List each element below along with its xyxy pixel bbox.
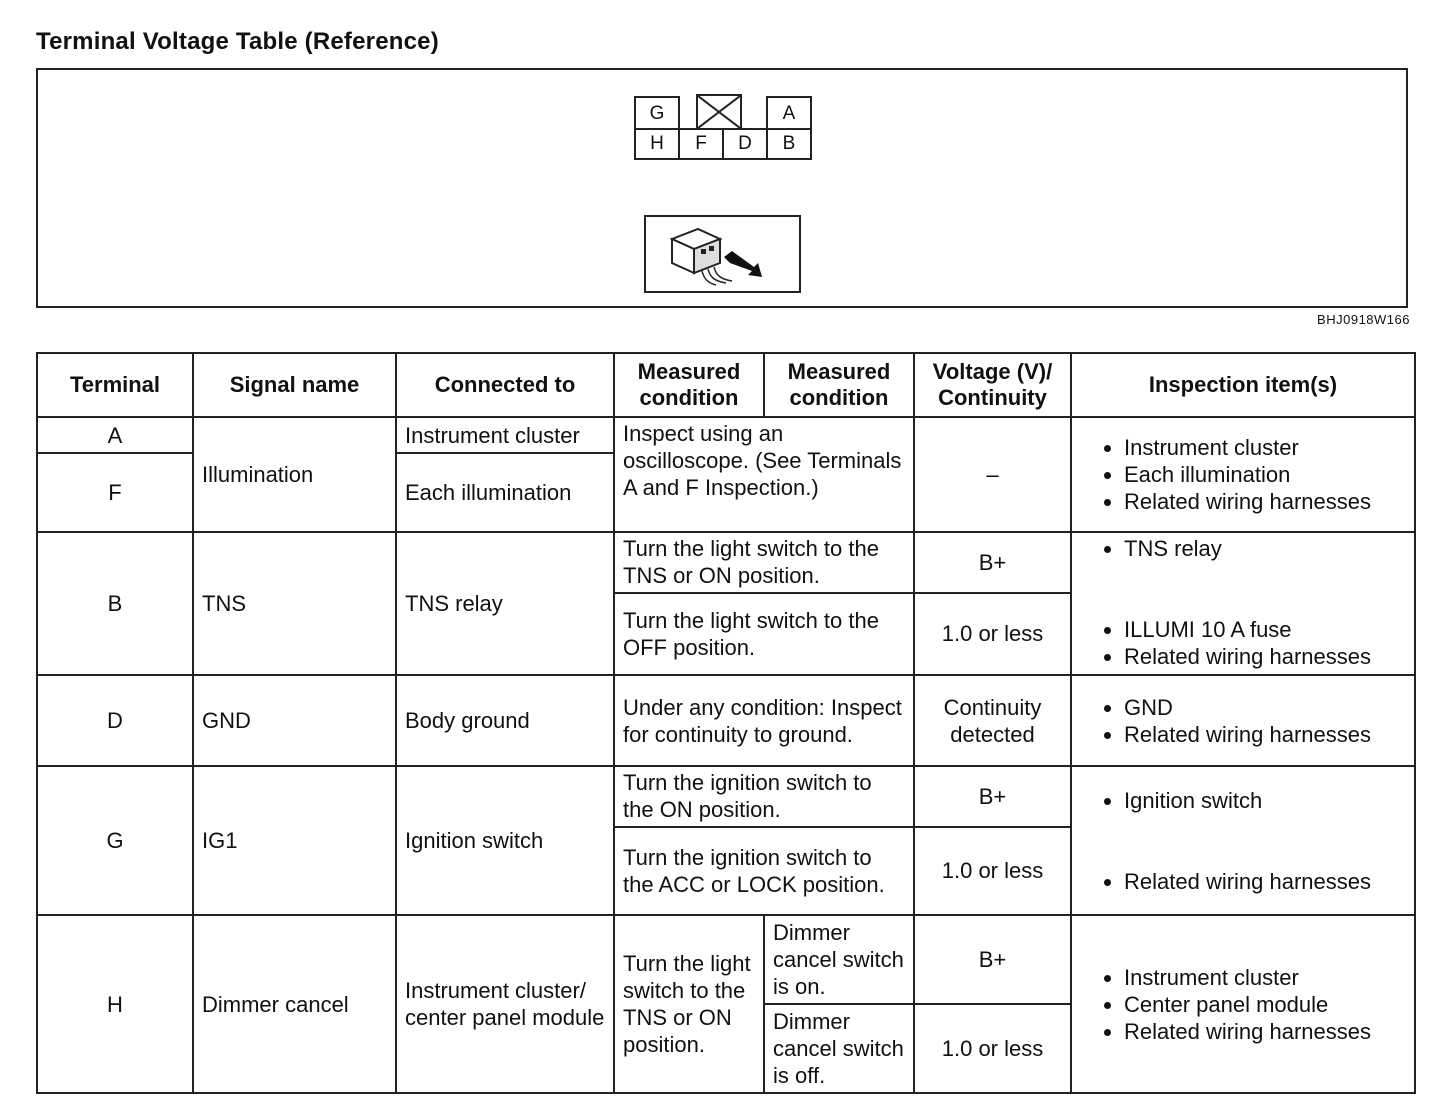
- connected-instrument-cluster-center-panel: Instrument cluster/ center panel module: [396, 915, 614, 1093]
- connected-body-ground: Body ground: [396, 675, 614, 766]
- list-item: • Instrument cluster: [1124, 434, 1406, 461]
- signal-ig1: IG1: [193, 766, 396, 915]
- header-signal-name: Signal name: [193, 353, 396, 417]
- terminal-a: A: [37, 417, 193, 453]
- condition-h-main: Turn the light switch to the TNS or ON position.: [614, 915, 764, 1093]
- condition-oscilloscope: Inspect using an oscilloscope. (See Terminals A and F Inspection.): [614, 417, 914, 532]
- table-row: [37, 675, 1415, 766]
- list-item: • Related wiring harnesses: [1124, 721, 1406, 748]
- condition-b-1: Turn the light switch to the TNS or ON position.: [614, 532, 914, 593]
- connected-ignition-switch: Ignition switch: [396, 766, 614, 915]
- terminal-d: D: [37, 675, 193, 766]
- terminal-a-pin: A: [766, 96, 812, 132]
- header-measured-condition-2: Measured condition: [764, 353, 914, 417]
- voltage-h-1: B+: [914, 915, 1071, 1004]
- connected-instrument-cluster: Instrument cluster: [396, 417, 614, 453]
- terminal-g-pin: G: [634, 96, 680, 132]
- table-row: [37, 915, 1415, 1004]
- list-item: • Related wiring harnesses: [1124, 488, 1406, 515]
- inspection-h: [1071, 915, 1415, 1093]
- header-terminal: Terminal: [37, 353, 193, 417]
- terminal-voltage-table: [36, 352, 1416, 1094]
- voltage-af: –: [914, 417, 1071, 532]
- terminal-h-pin: H: [634, 128, 680, 160]
- list-item: • Related wiring harnesses: [1124, 1018, 1406, 1045]
- condition-g-2: Turn the ignition switch to the ACC or LOCK position.: [614, 827, 914, 916]
- terminal-f-pin: F: [678, 128, 724, 160]
- voltage-g-1: B+: [914, 766, 1071, 827]
- condition-h-sub-1: Dimmer cancel switch is on.: [764, 915, 914, 1004]
- blank-pin: [696, 94, 742, 130]
- voltage-b-2: 1.0 or less: [914, 593, 1071, 676]
- condition-h-sub-2: Dimmer cancel switch is off.: [764, 1004, 914, 1093]
- connector-view-icon: [644, 215, 801, 293]
- table-row: [37, 417, 1415, 453]
- list-item: • Each illumination: [1124, 461, 1406, 488]
- list-item: • Related wiring harnesses: [1124, 643, 1406, 670]
- voltage-g-2: 1.0 or less: [914, 827, 1071, 916]
- terminal-b-pin: B: [766, 128, 812, 160]
- signal-dimmer-cancel: Dimmer cancel: [193, 915, 396, 1093]
- table-row: [37, 532, 1415, 593]
- page-title: Terminal Voltage Table (Reference): [36, 28, 439, 55]
- header-measured-condition-1: Measured condition: [614, 353, 764, 417]
- connected-each-illumination: Each illumination: [396, 453, 614, 532]
- inspection-d: [1071, 675, 1415, 766]
- header-voltage: Voltage (V)/ Continuity: [914, 353, 1071, 417]
- voltage-b-1: B+: [914, 532, 1071, 593]
- voltage-h-2: 1.0 or less: [914, 1004, 1071, 1093]
- inspection-af: [1071, 417, 1415, 532]
- terminal-f: F: [37, 453, 193, 532]
- cross-icon: [698, 96, 740, 128]
- list-item: • ILLUMI 10 A fuse: [1124, 616, 1406, 643]
- condition-b-2: Turn the light switch to the OFF position.: [614, 593, 914, 676]
- terminal-b: B: [37, 532, 193, 675]
- connected-tns-relay: TNS relay: [396, 532, 614, 675]
- list-item: • GND: [1124, 694, 1406, 721]
- list-item: • TNS relay: [1124, 535, 1406, 562]
- terminal-g: G: [37, 766, 193, 915]
- signal-illumination: Illumination: [193, 417, 396, 532]
- list-item: • Ignition switch: [1124, 787, 1406, 814]
- signal-gnd: GND: [193, 675, 396, 766]
- list-item: • Related wiring harnesses: [1124, 868, 1406, 895]
- inspection-b: [1071, 532, 1415, 675]
- voltage-d: Continuity detected: [914, 675, 1071, 766]
- inspection-g: [1071, 766, 1415, 915]
- terminal-d-pin: D: [722, 128, 768, 160]
- list-item: • Instrument cluster: [1124, 964, 1406, 991]
- terminal-h: H: [37, 915, 193, 1093]
- list-item: • Center panel module: [1124, 991, 1406, 1018]
- signal-tns: TNS: [193, 532, 396, 675]
- condition-d: Under any condition: Inspect for continuity to ground.: [614, 675, 914, 766]
- condition-g-1: Turn the ignition switch to the ON position.: [614, 766, 914, 827]
- header-connected-to: Connected to: [396, 353, 614, 417]
- header-inspection: Inspection item(s): [1071, 353, 1415, 417]
- table-row: [37, 766, 1415, 827]
- figure-code: BHJ0918W166: [1317, 312, 1410, 327]
- table-header-row: [37, 353, 1415, 417]
